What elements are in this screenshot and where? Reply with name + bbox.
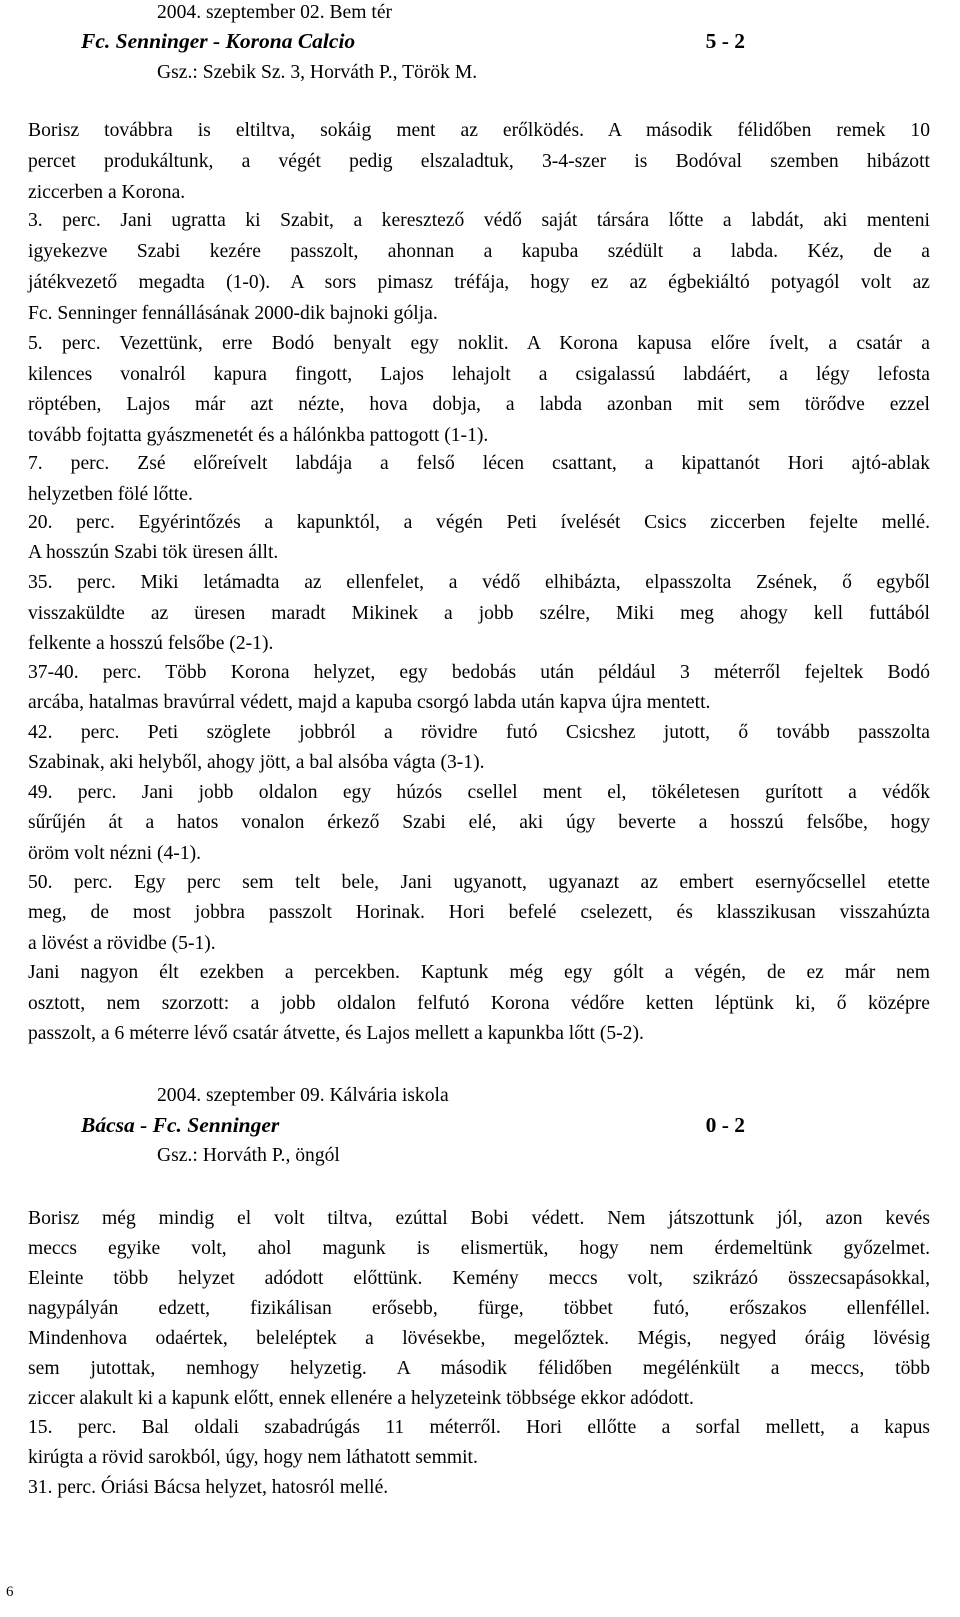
report-line: 49. perc. Jani jobb oldalon egy húzós csellel ment el, tökéletesen gurított a védők xyxy=(28,782,930,803)
report-line: Borisz továbbra is eltiltva, sokáig ment az erőlködés. A második félidőben remek 10 xyxy=(28,120,930,141)
report-line: sem jutottak, nemhogy helyzetig. A második félidőben megélénkült a meccs, több xyxy=(28,1358,930,1379)
match1-header xyxy=(81,29,745,53)
report-line: A hosszún Szabi tök üresen állt. xyxy=(28,542,279,563)
report-line: 42. perc. Peti szöglete jobbról a rövidre futó Csicshez jutott, ő tovább passzolta xyxy=(28,722,930,743)
report-line: Borisz még mindig el volt tiltva, ezúttal Bobi védett. Nem játszottunk jól, azon kevés xyxy=(28,1208,930,1229)
report-line: 20. perc. Egyérintőzés a kapunktól, a végén Peti ívelését Csics ziccerben fejelte mellé. xyxy=(28,512,930,533)
report-line: Szabinak, aki helyből, ahogy jött, a bal alsóba vágta (3-1). xyxy=(28,752,485,773)
report-line: kirúgta a rövid sarokból, úgy, hogy nem láthatott semmit. xyxy=(28,1447,478,1468)
report-line: Eleinte több helyzet adódott előttünk. Kemény meccs volt, szikrázó összecsapásokkal, xyxy=(28,1268,930,1289)
report-line: 5. perc. Vezettünk, erre Bodó benyalt egy noklit. A Korona kapusa előre ívelt, a csatár a xyxy=(28,333,930,354)
report-line: kilences vonalról kapura fingott, Lajos lehajolt a csigalassú labdáért, a légy lefosta xyxy=(28,364,930,385)
match1-teams: Fc. Senninger - Korona Calcio xyxy=(81,29,356,53)
match2-date-venue: 2004. szeptember 09. Kálvária iskola xyxy=(157,1085,449,1106)
report-line: ziccer alakult ki a kapunk előtt, ennek ellenére a helyzeteink többsége ekkor adódott. xyxy=(28,1388,694,1409)
report-line: Mindenhova odaértek, beleléptek a lövésekbe, megelőztek. Mégis, negyed óráig lövésig xyxy=(28,1328,930,1349)
report-line: 31. perc. Óriási Bácsa helyzet, hatosról mellé. xyxy=(28,1477,389,1498)
report-line: 50. perc. Egy perc sem telt bele, Jani ugyanott, ugyanazt az embert esernyőcsellel etette xyxy=(28,872,930,893)
report-line: tovább fojtatta gyászmenetét és a hálónkba pattogott (1-1). xyxy=(28,425,489,446)
report-line: öröm volt nézni (4-1). xyxy=(28,843,202,864)
report-line: Fc. Senninger fennállásának 2000-dik bajnoki gólja. xyxy=(28,303,438,324)
report-line: a lövést a rövidbe (5-1). xyxy=(28,933,216,954)
match2-score: 0 - 2 xyxy=(705,1113,745,1137)
match2-teams: Bácsa - Fc. Senninger xyxy=(81,1113,280,1137)
match2-scorers: Gsz.: Horváth P., öngól xyxy=(157,1145,340,1166)
report-line: játékvezető megadta (1-0). A sors pimasz tréfája, hogy ez az égbekiáltó potyagól volt az xyxy=(28,272,930,293)
report-line: 3. perc. Jani ugratta ki Szabit, a keresztező védő saját társára lőtte a labdát, aki menteni xyxy=(28,210,930,231)
report-line: meccs egyike volt, ahol magunk is elismertük, hogy nem érdemeltünk győzelmet. xyxy=(28,1238,930,1259)
report-line: osztott, nem szorzott: a jobb oldalon felfutó Korona védőre ketten léptünk ki, ő középre xyxy=(28,993,930,1014)
report-line: sűrűjén át a hatos vonalon érkező Szabi elé, aki úgy beverte a hosszú felsőbe, hogy xyxy=(28,812,930,833)
report-line: Jani nagyon élt ezekben a percekben. Kaptunk még egy gólt a végén, de ez már nem xyxy=(28,962,930,983)
match2-header xyxy=(81,1113,745,1137)
report-line: nagypályán edzett, fizikálisan erősebb, fürge, többet futó, erőszakos ellenféllel. xyxy=(28,1298,930,1319)
report-line: arcába, hatalmas bravúrral védett, majd a kapuba csorgó labda után kapva újra mentett. xyxy=(28,692,711,713)
report-line: passzolt, a 6 méterre lévő csatár átvette, és Lajos mellett a kapunkba lőtt (5-2). xyxy=(28,1023,644,1044)
report-line: igyekezve Szabi kezére passzolt, ahonnan a kapuba szédült a labda. Kéz, de a xyxy=(28,241,930,262)
report-line: visszaküldte az üresen maradt Mikinek a jobb szélre, Miki meg ahogy kell futtából xyxy=(28,603,930,624)
page-number: 6 xyxy=(6,1584,14,1600)
report-line: 35. perc. Miki letámadta az ellenfelet, a védő elhibázta, elpasszolta Zsének, ő egyből xyxy=(28,572,930,593)
report-line: percet produkáltunk, a végét pedig elszaladtuk, 3-4-szer is Bodóval szemben hibázott xyxy=(28,151,930,172)
report-line: 7. perc. Zsé előreívelt labdája a felső lécen csattant, a kipattanót Hori ajtó-ablak xyxy=(28,453,930,474)
report-line: felkente a hosszú felsőbe (2-1). xyxy=(28,633,274,654)
report-line: meg, de most jobbra passzolt Horinak. Hori befelé cselezett, és klasszikusan visszahúzta xyxy=(28,902,930,923)
match1-score: 5 - 2 xyxy=(705,29,745,53)
report-line: 37-40. perc. Több Korona helyzet, egy bedobás után például 3 méterről fejeltek Bodó xyxy=(28,662,930,683)
match1-scorers: Gsz.: Szebik Sz. 3, Horváth P., Török M. xyxy=(157,62,478,83)
report-line: röptében, Lajos már azt nézte, hova dobja, a labda azonban mit sem törődve ezzel xyxy=(28,394,930,415)
match1-date-venue: 2004. szeptember 02. Bem tér xyxy=(157,2,393,23)
report-line: ziccerben a Korona. xyxy=(28,182,186,203)
report-line: helyzetben fölé lőtte. xyxy=(28,484,193,505)
report-line: 15. perc. Bal oldali szabadrúgás 11 méterről. Hori ellőtte a sorfal mellett, a kapus xyxy=(28,1417,930,1438)
